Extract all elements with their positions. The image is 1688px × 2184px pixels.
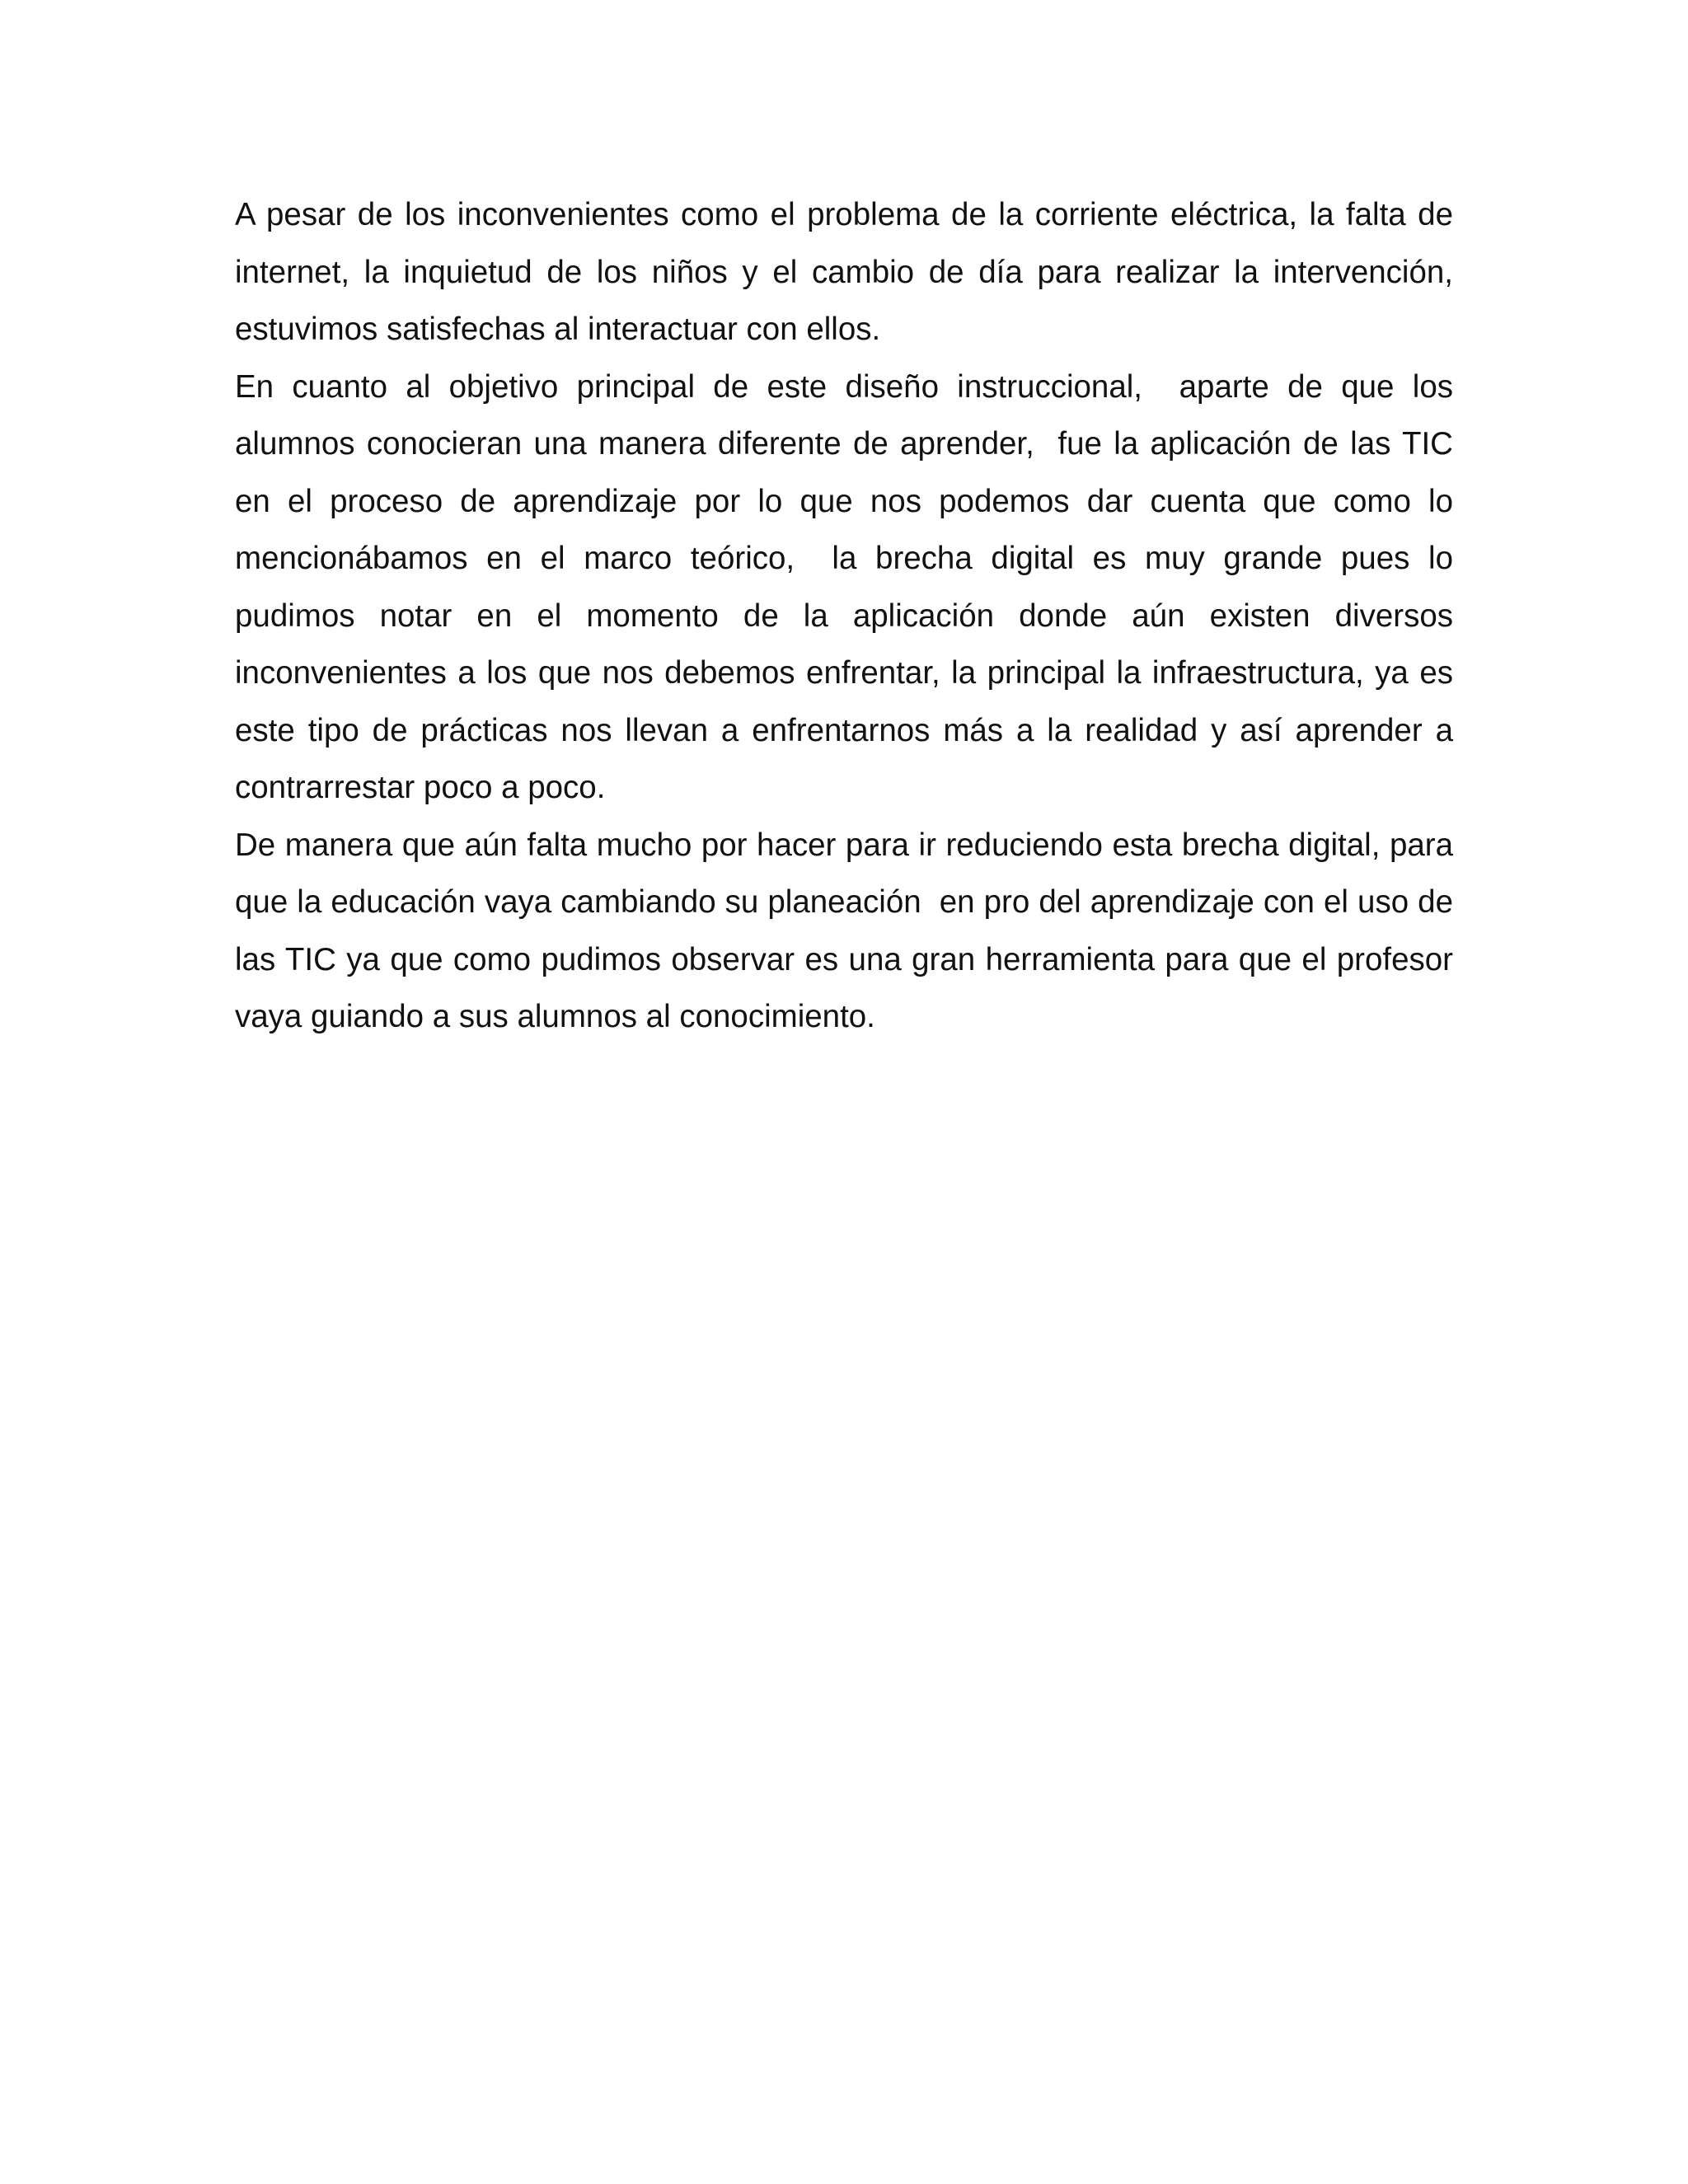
paragraph-2: En cuanto al objetivo principal de este diseño instruccional, aparte de que los alumnos conocieran una manera diferente de aprender, fue la aplicación de las TIC en el proceso de aprendizaje por lo que nos podemos dar cuenta que como lo mencionábamos en el marco teórico, la brecha digital es muy grande pues lo pudimos notar en el momento de la aplicación donde aún existen diversos inconvenientes a los que nos debemos enfrentar, la principal la infraestructura, ya es este tipo de prácticas nos llevan a enfrentarnos más a la realidad y así aprender a contrarrestar poco a poco. xyxy=(235,368,1462,805)
body-text xyxy=(235,186,1462,1046)
paragraph-1: A pesar de los inconvenientes como el problema de la corriente eléctrica, la falta de internet, la inquietud de los niños y el cambio de día para realizar la intervención, estuvimos satisfechas al interactuar con ellos. xyxy=(235,197,1462,347)
paragraph-3: De manera que aún falta mucho por hacer para ir reduciendo esta brecha digital, para que la educación vaya cambiando su planeación en pro del aprendizaje con el uso de las TIC ya que como pudimos observar es una gran herramienta para que el profesor vaya guiando a sus alumnos al conocimiento. xyxy=(235,827,1462,1034)
